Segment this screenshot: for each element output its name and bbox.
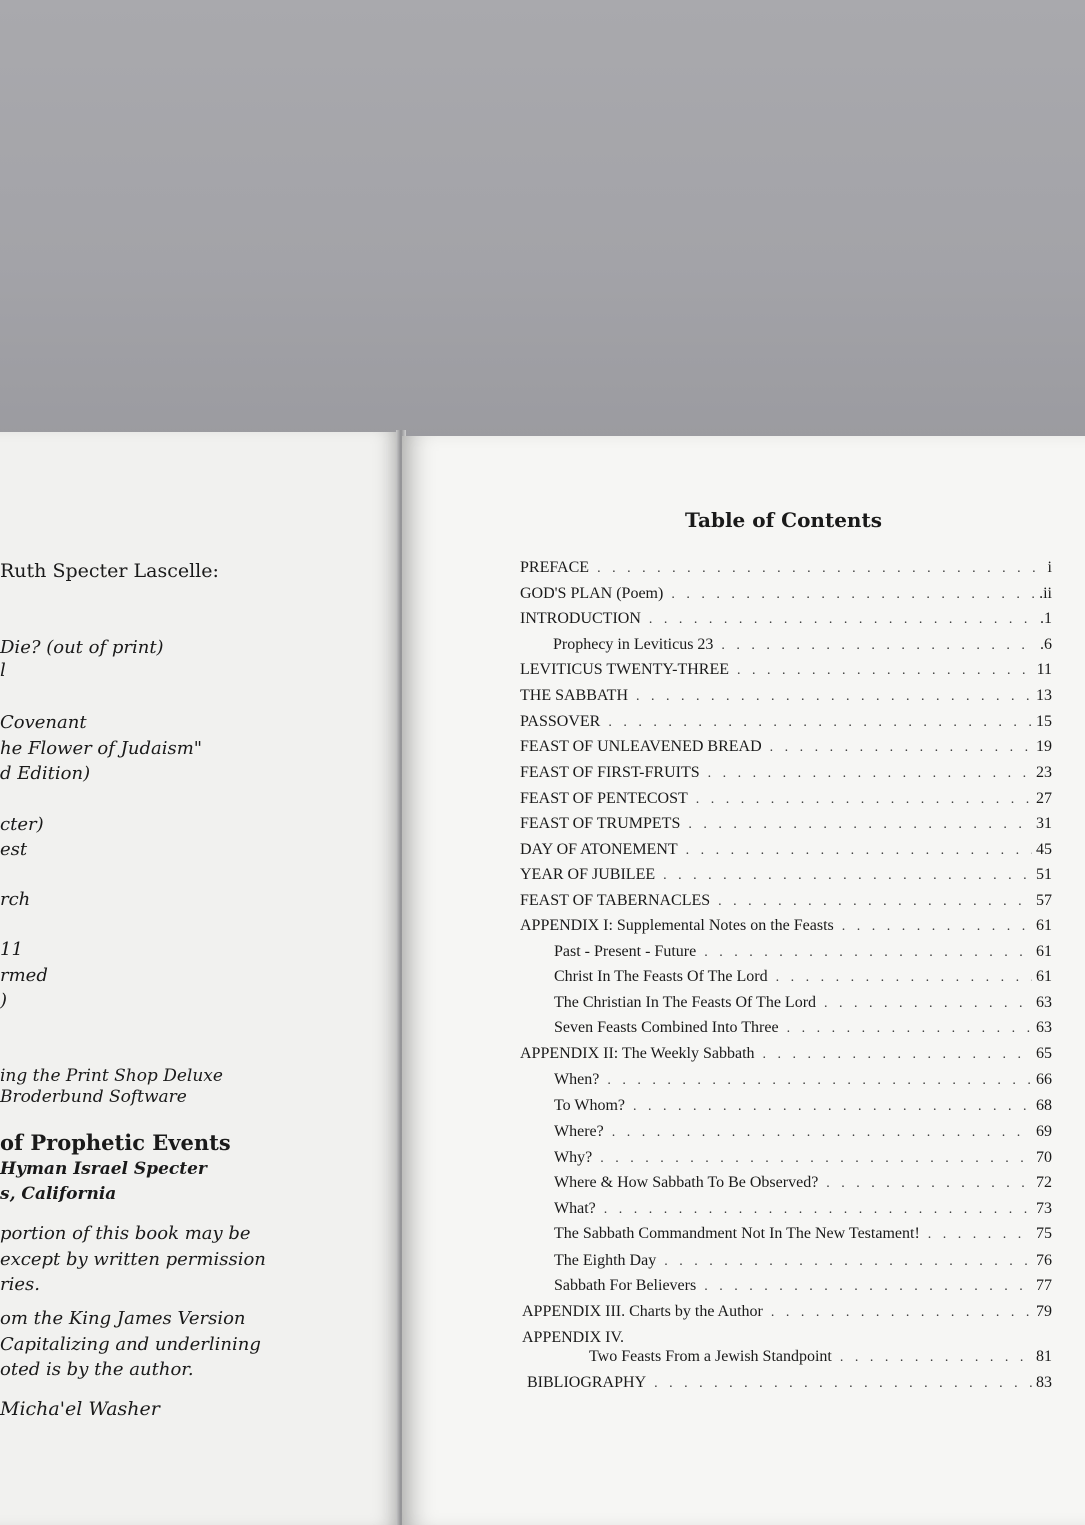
toc-subentry: [589, 1348, 1052, 1366]
toc-leader-dots: [704, 1279, 1032, 1295]
toc-entry-page: 27: [1036, 790, 1052, 807]
toc-leader-dots: [704, 945, 1032, 961]
toc-entry-page: 63: [1036, 994, 1052, 1011]
toc-entry-label: To Whom?: [554, 1097, 626, 1114]
toc-entry-page: 66: [1036, 1071, 1052, 1088]
book-title-line: l: [0, 660, 6, 681]
copyright-text: portion of this book may be: [0, 1223, 251, 1244]
toc-entry: [520, 687, 1052, 705]
toc-leader-dots: [600, 1151, 1032, 1167]
toc-leader-dots: [604, 1202, 1032, 1218]
toc-entry-label: Christ In The Feasts Of The Lord: [554, 968, 768, 985]
toc-entry-label: APPENDIX I: Supplemental Notes on the Feasts: [520, 917, 834, 934]
toc-entry-label: Seven Feasts Combined Into Three: [554, 1019, 779, 1036]
toc-leader-dots: [842, 919, 1032, 935]
book-title-line: rmed: [0, 965, 48, 986]
toc-entry: [527, 1374, 1052, 1392]
toc-subentry: [554, 1149, 1052, 1167]
toc-entry-page: 13: [1036, 687, 1052, 704]
toc-entry: [520, 790, 1052, 808]
toc-subentry: [554, 968, 1052, 986]
book-title-line: cter): [0, 814, 44, 835]
book-title-line: 11: [0, 939, 23, 960]
toc-entry: [520, 585, 1052, 603]
toc-subentry: [554, 1097, 1052, 1115]
publisher-title: of Prophetic Events: [0, 1130, 231, 1155]
toc-entry-page: 73: [1036, 1200, 1052, 1217]
toc-entry-label: PREFACE: [520, 559, 590, 576]
toc-entry: [520, 559, 1052, 577]
toc-entry: [520, 917, 1052, 935]
book-title-line: d Edition): [0, 763, 91, 784]
toc-leader-dots: [607, 1073, 1032, 1089]
left-book-page: [0, 432, 400, 1525]
toc-entry-label: When?: [554, 1071, 600, 1088]
cover-artist-credit: Micha'el Washer: [0, 1398, 160, 1420]
toc-leader-dots: [928, 1227, 1032, 1243]
toc-leader-dots: [636, 689, 1032, 705]
toc-leader-dots: [664, 1254, 1032, 1270]
toc-entry-label: Prophecy in Leviticus 23: [553, 636, 714, 653]
toc-leader-dots: [770, 740, 1032, 756]
toc-entry-label: Sabbath For Believers: [554, 1277, 697, 1294]
toc-entry-label: The Sabbath Commandment Not In The New Testament!: [554, 1225, 920, 1242]
toc-entry-page: 79: [1036, 1303, 1052, 1320]
toc-entry-page: .1: [1040, 610, 1052, 627]
toc-entry-page: 70: [1036, 1149, 1052, 1166]
toc-leader-dots: [649, 612, 1036, 628]
toc-entry-page: 51: [1036, 866, 1052, 883]
toc-subentry: [554, 1225, 1052, 1243]
toc-entry: [520, 815, 1052, 833]
book-title-line: ): [0, 990, 8, 1011]
toc-entry-label: Where & How Sabbath To Be Observed?: [554, 1174, 819, 1191]
toc-leader-dots: [721, 638, 1036, 654]
scripture-note: oted is by the author.: [0, 1359, 194, 1380]
toc-leader-dots: [708, 766, 1032, 782]
scripture-note: om the King James Version: [0, 1308, 246, 1329]
book-title-line: est: [0, 839, 28, 860]
copyright-text: ries.: [0, 1274, 40, 1295]
publisher-location: s, California: [0, 1184, 117, 1204]
toc-entry-label: Two Feasts From a Jewish Standpoint: [589, 1348, 832, 1365]
toc-entry-label: FEAST OF PENTECOST: [520, 790, 688, 807]
toc-leader-dots: [608, 715, 1032, 731]
toc-entry-page: 81: [1036, 1348, 1052, 1365]
toc-entry-page: 23: [1036, 764, 1052, 781]
toc-entry-page: 45: [1036, 841, 1052, 858]
toc-entry-label: The Eighth Day: [554, 1252, 657, 1269]
toc-leader-dots: [597, 561, 1043, 577]
toc-entry: [520, 764, 1052, 782]
toc-entry: [520, 841, 1052, 859]
toc-leader-dots: [763, 1047, 1032, 1063]
toc-entry-label: GOD'S PLAN (Poem): [520, 585, 664, 602]
toc-entry-label: BIBLIOGRAPHY: [527, 1374, 647, 1391]
toc-entry-page: .ii: [1039, 585, 1052, 602]
toc-entry-label: INTRODUCTION: [520, 610, 641, 627]
toc-entry: [520, 866, 1052, 884]
toc-entry-page: 63: [1036, 1019, 1052, 1036]
toc-entry: [520, 892, 1052, 910]
toc-leader-dots: [718, 894, 1032, 910]
toc-leader-dots: [737, 663, 1033, 679]
toc-subentry: [554, 943, 1052, 961]
toc-subentry: [554, 1277, 1052, 1295]
toc-leader-dots: [612, 1125, 1032, 1141]
book-title-line: Covenant: [0, 712, 87, 733]
toc-entry-page: 31: [1036, 815, 1052, 832]
toc-leader-dots: [776, 970, 1032, 986]
toc-entry-page: i: [1047, 559, 1052, 576]
toc-entry-page: 76: [1036, 1252, 1052, 1269]
toc-entry: [520, 738, 1052, 756]
toc-subentry: [554, 1252, 1052, 1270]
book-title-line: Die? (out of print): [0, 637, 164, 658]
toc-entry-label: DAY OF ATONEMENT: [520, 841, 678, 858]
book-title-line: he Flower of Judaism": [0, 738, 203, 759]
toc-subentry: [554, 1071, 1052, 1089]
toc-entry-label: Where?: [554, 1123, 604, 1140]
toc-entry-label: FEAST OF FIRST-FRUITS: [520, 764, 700, 781]
toc-leader-dots: [771, 1305, 1032, 1321]
toc-entry-page: 11: [1036, 661, 1052, 678]
publisher-name: Hyman Israel Specter: [0, 1159, 207, 1179]
toc-entry-label: LEVITICUS TWENTY-THREE: [520, 661, 729, 678]
toc-entry-label: APPENDIX IV.: [522, 1329, 624, 1346]
toc-entry: [522, 1329, 1052, 1347]
toc-leader-dots: [633, 1099, 1032, 1115]
toc-subentry: [554, 1174, 1052, 1192]
toc-leader-dots: [688, 817, 1032, 833]
toc-entry: [522, 1303, 1052, 1321]
toc-entry: [520, 661, 1052, 679]
book-title-line: rch: [0, 889, 31, 910]
toc-leader-dots: [696, 792, 1032, 808]
toc-entry-label: FEAST OF TRUMPETS: [520, 815, 681, 832]
toc-leader-dots: [686, 843, 1032, 859]
copyright-text: except by written permission: [0, 1249, 266, 1270]
toc-entry-page: 77: [1036, 1277, 1052, 1294]
toc-entry-label: Past - Present - Future: [554, 943, 697, 960]
toc-title: Table of Contents: [685, 508, 882, 532]
toc-entry-label: APPENDIX II: The Weekly Sabbath: [520, 1045, 755, 1062]
toc-entry-page: 19: [1036, 738, 1052, 755]
credit-line: ing the Print Shop Deluxe: [0, 1066, 223, 1086]
toc-entry-page: .6: [1040, 636, 1052, 653]
toc-subentry: [554, 1200, 1052, 1218]
toc-subentry: [553, 636, 1052, 654]
toc-leader-dots: [826, 1176, 1032, 1192]
toc-entry: [520, 610, 1052, 628]
toc-entry-label: Why?: [554, 1149, 593, 1166]
toc-entry-label: THE SABBATH: [520, 687, 629, 704]
toc-leader-dots: [840, 1350, 1032, 1366]
toc-entry-label: PASSOVER: [520, 713, 601, 730]
author-books-heading: Ruth Specter Lascelle:: [0, 560, 219, 582]
toc-leader-dots: [654, 1376, 1032, 1392]
toc-entry-page: 83: [1036, 1374, 1052, 1391]
toc-entry-label: FEAST OF UNLEAVENED BREAD: [520, 738, 762, 755]
toc-entry-page: 61: [1036, 943, 1052, 960]
toc-entry-page: 15: [1036, 713, 1052, 730]
scripture-note: Capitalizing and underlining: [0, 1334, 261, 1355]
toc-leader-dots: [824, 996, 1032, 1012]
toc-entry-page: 65: [1036, 1045, 1052, 1062]
toc-entry: [520, 713, 1052, 731]
toc-leader-dots: [671, 587, 1035, 603]
toc-entry: [520, 1045, 1052, 1063]
toc-entry-page: 61: [1036, 968, 1052, 985]
toc-entry-page: 69: [1036, 1123, 1052, 1140]
toc-entry-page: 68: [1036, 1097, 1052, 1114]
toc-entry-page: 61: [1036, 917, 1052, 934]
toc-leader-dots: [663, 868, 1032, 884]
right-book-page: [402, 436, 1085, 1525]
toc-entry-label: What?: [554, 1200, 596, 1217]
toc-entry-page: 75: [1036, 1225, 1052, 1242]
toc-entry-page: 72: [1036, 1174, 1052, 1191]
toc-entry-label: The Christian In The Feasts Of The Lord: [554, 994, 817, 1011]
background-surface: [0, 0, 1085, 440]
toc-subentry: [554, 1123, 1052, 1141]
credit-line: Broderbund Software: [0, 1087, 187, 1107]
toc-subentry: [554, 994, 1052, 1012]
toc-entry-label: YEAR OF JUBILEE: [520, 866, 656, 883]
toc-entry-page: 57: [1036, 892, 1052, 909]
toc-leader-dots: [787, 1021, 1032, 1037]
toc-entry-label: APPENDIX III. Charts by the Author: [522, 1303, 763, 1320]
toc-subentry: [554, 1019, 1052, 1037]
toc-entry-label: FEAST OF TABERNACLES: [520, 892, 711, 909]
